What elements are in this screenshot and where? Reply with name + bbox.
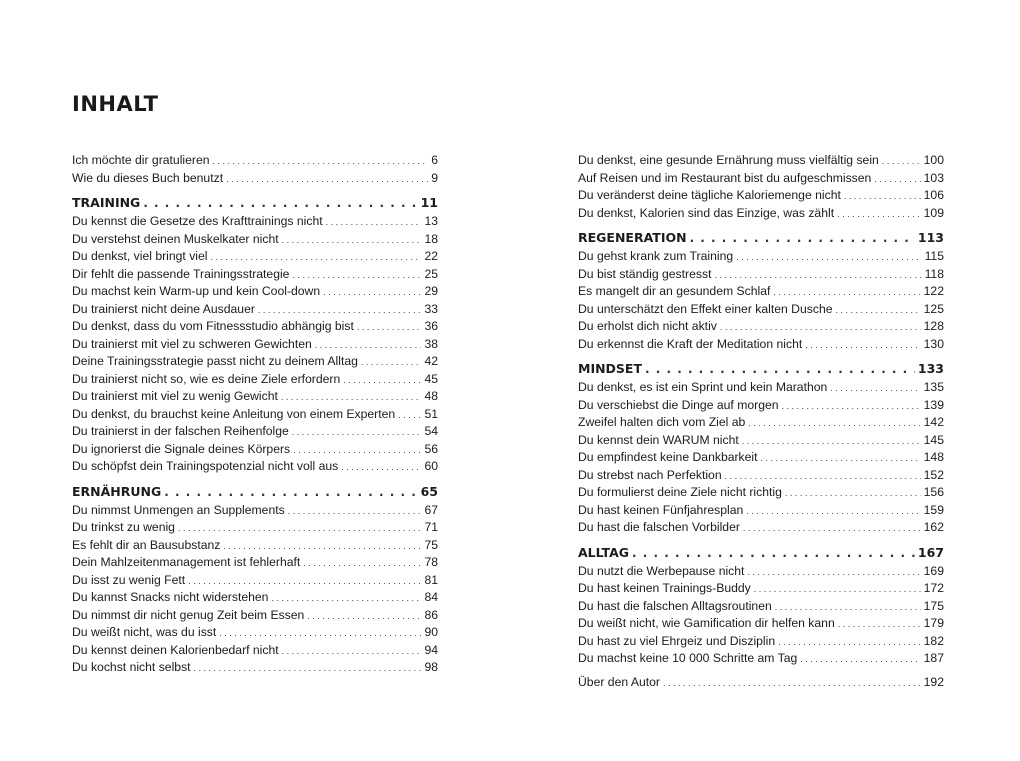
page-title: INHALT: [72, 92, 159, 116]
dot-leader: [226, 170, 428, 188]
toc-entry[interactable]: Du hast zu viel Ehrgeiz und Disziplin . . . 182: [578, 633, 944, 651]
toc-entry[interactable]: Du hast keinen Fünfjahresplan . . . 159: [578, 502, 944, 520]
toc-entry[interactable]: Dir fehlt die passende Trainingsstrategie . . . 25: [72, 266, 438, 284]
toc-entry[interactable]: Du erholst dich nicht aktiv . . . 128: [578, 318, 944, 336]
toc-entry[interactable]: Es fehlt dir an Bausubstanz . . . 75: [72, 537, 438, 555]
dot-leader: [761, 449, 921, 467]
dot-leader: [874, 170, 920, 188]
alltag-entries: [578, 563, 944, 668]
toc-entry[interactable]: Du kennst die Gesetze des Krafttrainings nicht . . . 13: [72, 213, 438, 231]
dot-leader: [742, 432, 921, 450]
toc-entry[interactable]: Du denkst, viel bringt viel . . . 22: [72, 248, 438, 266]
toc-entry[interactable]: Du trinkst zu wenig . . . 71: [72, 519, 438, 537]
toc-entry[interactable]: Du formulierst deine Ziele nicht richtig . . . 156: [578, 484, 944, 502]
chapter-heading-regeneration[interactable]: REGENERATION . . . 113: [578, 228, 944, 248]
toc-entry[interactable]: Du denkst, es ist ein Sprint und kein Marathon . . . 135: [578, 379, 944, 397]
dot-leader: [293, 441, 421, 459]
dot-leader: [838, 615, 921, 633]
toc-entry[interactable]: Du verstehst deinen Muskelkater nicht . . . 18: [72, 231, 438, 249]
toc-entry[interactable]: Du isst zu wenig Fett . . . 81: [72, 572, 438, 590]
dot-leader: [775, 598, 921, 616]
toc-entry[interactable]: Du erkennst die Kraft der Meditation nicht . . . 130: [578, 336, 944, 354]
dot-leader: [837, 205, 921, 223]
toc-entry[interactable]: Du denkst, eine gesunde Ernährung muss vielfältig sein . . . 100: [578, 152, 944, 170]
toc-entry[interactable]: Du hast keinen Trainings-Buddy . . . 172: [578, 580, 944, 598]
dot-leader: [307, 607, 421, 625]
toc-entry[interactable]: Du kennst deinen Kalorienbedarf nicht . . . 94: [72, 642, 438, 660]
dot-leader: [164, 482, 417, 502]
chapter-heading-ernaehrung[interactable]: ERNÄHRUNG . . . 65: [72, 482, 438, 502]
dot-leader: [213, 152, 429, 170]
toc-entry[interactable]: Du denkst, Kalorien sind das Einzige, was zählt . . . 109: [578, 205, 944, 223]
toc-entry[interactable]: Du hast die falschen Alltagsroutinen . . . 175: [578, 598, 944, 616]
dot-leader: [663, 674, 921, 692]
toc-entry[interactable]: Du hast die falschen Vorbilder . . . 162: [578, 519, 944, 537]
dot-leader: [836, 301, 921, 319]
dot-leader: [194, 659, 422, 677]
dot-leader: [323, 283, 421, 301]
dot-leader: [844, 187, 921, 205]
toc-entry[interactable]: Du trainierst in der falschen Reihenfolge . . . 54: [72, 423, 438, 441]
dot-leader: [690, 228, 915, 248]
dot-leader: [288, 502, 422, 520]
ernaehrung-entries: [72, 502, 438, 677]
toc-entry[interactable]: Du kennst dein WARUM nicht . . . 145: [578, 432, 944, 450]
toc-entry-outro[interactable]: Über den Autor . . . 192: [578, 674, 944, 692]
dot-leader: [782, 397, 921, 415]
dot-leader: [343, 371, 421, 389]
toc-entry[interactable]: Du machst kein Warm-up und kein Cool-down . . . 29: [72, 283, 438, 301]
dot-leader: [341, 458, 421, 476]
dot-leader: [292, 266, 421, 284]
dot-leader: [800, 650, 920, 668]
toc-entry[interactable]: Du trainierst nicht so, wie es deine Ziele erfordern . . . 45: [72, 371, 438, 389]
dot-leader: [773, 283, 920, 301]
toc-entry[interactable]: Du verschiebst die Dinge auf morgen . . . 139: [578, 397, 944, 415]
dot-leader: [326, 213, 422, 231]
toc-entry[interactable]: Du unterschätzt den Effekt einer kalten Dusche . . . 125: [578, 301, 944, 319]
toc-entry[interactable]: Du trainierst mit viel zu wenig Gewicht . . . 48: [72, 388, 438, 406]
toc-right-column: [578, 152, 944, 691]
dot-leader: [830, 379, 920, 397]
toc-entry[interactable]: Du schöpfst dein Trainingspotenzial nicht voll aus . . . 60: [72, 458, 438, 476]
dot-leader: [785, 484, 921, 502]
dot-leader: [805, 336, 920, 354]
toc-entry[interactable]: Du denkst, du brauchst keine Anleitung von einem Experten . . . 51: [72, 406, 438, 424]
toc-entry[interactable]: Du veränderst deine tägliche Kaloriemenge nicht . . . 106: [578, 187, 944, 205]
toc-entry[interactable]: Deine Trainingsstrategie passt nicht zu deinem Alltag . . . 42: [72, 353, 438, 371]
toc-left-column: [72, 152, 438, 677]
toc-entry[interactable]: Du strebst nach Perfektion . . . 152: [578, 467, 944, 485]
dot-leader: [725, 467, 921, 485]
dot-leader: [281, 388, 422, 406]
toc-entry[interactable]: Du machst keine 10 000 Schritte am Tag . . . 187: [578, 650, 944, 668]
toc-entry[interactable]: Dein Mahlzeitenmanagement ist fehlerhaft . . . 78: [72, 554, 438, 572]
dot-leader: [303, 554, 421, 572]
dot-leader: [720, 318, 921, 336]
toc-entry[interactable]: Du bist ständig gestresst . . . 118: [578, 266, 944, 284]
dot-leader: [315, 336, 422, 354]
toc-entry[interactable]: Du empfindest keine Dankbarkeit . . . 148: [578, 449, 944, 467]
dot-leader: [282, 231, 422, 249]
ernaehrung-continued-entries: [578, 152, 944, 222]
toc-entry[interactable]: Wie du dieses Buch benutzt . . . 9: [72, 170, 438, 188]
dot-leader: [882, 152, 921, 170]
toc-entry[interactable]: Du ignorierst die Signale deines Körpers . . . 56: [72, 441, 438, 459]
regeneration-entries: [578, 248, 944, 353]
dot-leader: [292, 423, 422, 441]
dot-leader: [219, 624, 421, 642]
toc-entry[interactable]: Du weißt nicht, wie Gamification dir helfen kann . . . 179: [578, 615, 944, 633]
dot-leader: [357, 318, 422, 336]
intro-section: [72, 152, 438, 187]
dot-leader: [361, 353, 422, 371]
dot-leader: [747, 563, 920, 581]
dot-leader: [398, 406, 421, 424]
toc-entry[interactable]: Auf Reisen und im Restaurant bist du aufgeschmissen . . . 103: [578, 170, 944, 188]
dot-leader: [188, 572, 421, 590]
training-entries: [72, 213, 438, 476]
toc-entry[interactable]: Zweifel halten dich vom Ziel ab . . . 142: [578, 414, 944, 432]
chapter-heading-mindset[interactable]: MINDSET . . . 133: [578, 359, 944, 379]
chapter-heading-alltag[interactable]: ALLTAG . . . 167: [578, 543, 944, 563]
dot-leader: [271, 589, 421, 607]
dot-leader: [178, 519, 421, 537]
dot-leader: [645, 359, 915, 379]
dot-leader: [258, 301, 422, 319]
dot-leader: [223, 537, 421, 555]
toc-entry[interactable]: Du nutzt die Werbepause nicht . . . 169: [578, 563, 944, 581]
dot-leader: [736, 248, 921, 266]
dot-leader: [714, 266, 921, 284]
dot-leader: [632, 543, 915, 563]
dot-leader: [743, 519, 921, 537]
dot-leader: [210, 248, 421, 266]
toc-entry[interactable]: Du kannst Snacks nicht widerstehen . . . 84: [72, 589, 438, 607]
toc-entry[interactable]: Du denkst, dass du vom Fitnessstudio abhängig bist . . . 36: [72, 318, 438, 336]
dot-leader: [746, 502, 920, 520]
toc-entry[interactable]: Du weißt nicht, was du isst . . . 90: [72, 624, 438, 642]
toc-entry[interactable]: Es mangelt dir an gesundem Schlaf . . . 122: [578, 283, 944, 301]
toc-entry[interactable]: Du trainierst nicht deine Ausdauer . . . 33: [72, 301, 438, 319]
toc-entry[interactable]: Du nimmst dir nicht genug Zeit beim Essen . . . 86: [72, 607, 438, 625]
toc-entry[interactable]: Du nimmst Unmengen an Supplements . . . 67: [72, 502, 438, 520]
dot-leader: [754, 580, 921, 598]
toc-entry[interactable]: Du gehst krank zum Training . . . 115: [578, 248, 944, 266]
toc-entry[interactable]: Du trainierst mit viel zu schweren Gewichten . . . 38: [72, 336, 438, 354]
toc-entry[interactable]: Ich möchte dir gratulieren . . . 6: [72, 152, 438, 170]
dot-leader: [282, 642, 422, 660]
chapter-heading-training[interactable]: TRAINING . . . 11: [72, 193, 438, 213]
toc-entry[interactable]: Du kochst nicht selbst . . . 98: [72, 659, 438, 677]
dot-leader: [143, 193, 417, 213]
mindset-entries: [578, 379, 944, 537]
dot-leader: [748, 414, 920, 432]
dot-leader: [778, 633, 921, 651]
